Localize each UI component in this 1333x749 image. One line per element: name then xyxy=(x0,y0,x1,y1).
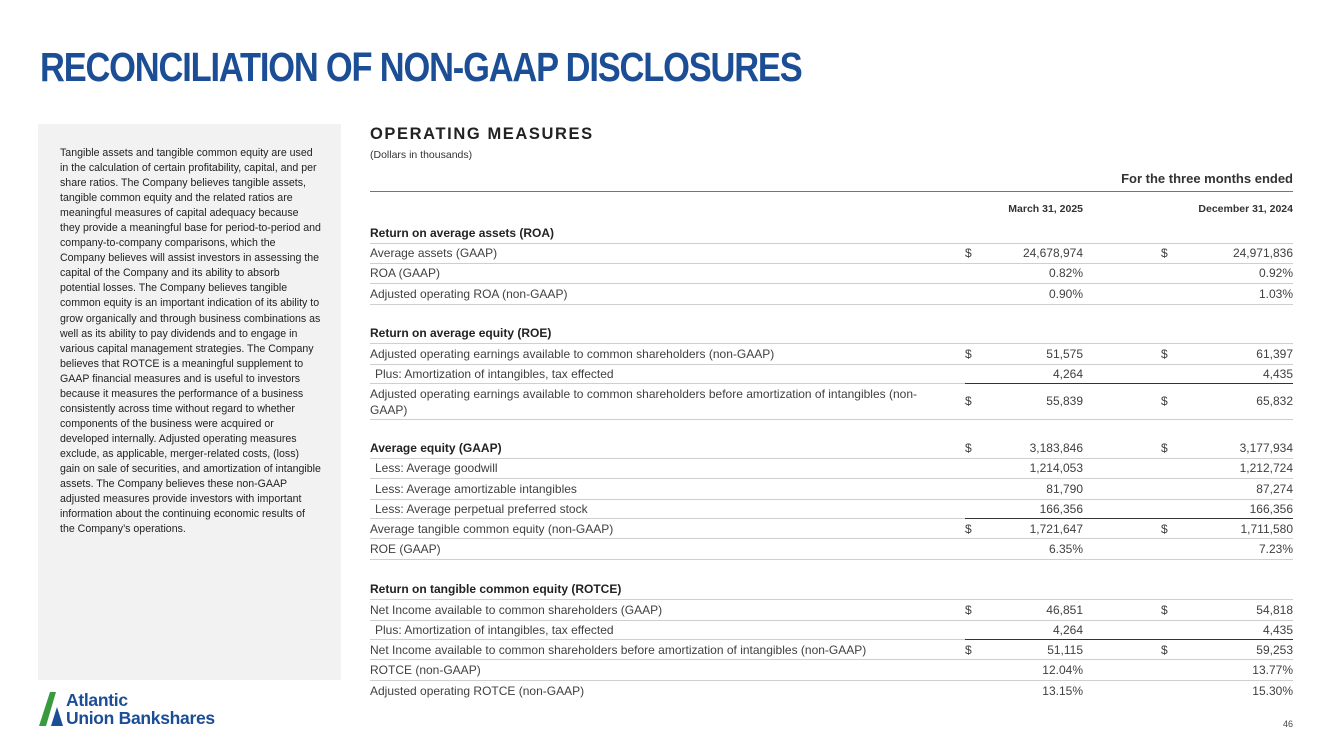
value-dec-2024: 13.77% xyxy=(1252,663,1293,677)
value-dec-2024: 15.30% xyxy=(1252,684,1293,698)
row-divider xyxy=(370,419,1293,420)
value-dec-2024: 1,212,724 xyxy=(1239,461,1293,475)
value-mar-2025: 0.90% xyxy=(1048,287,1083,301)
row-divider xyxy=(370,680,1293,681)
value-dec-2024: 7.23% xyxy=(1258,542,1293,556)
company-logo xyxy=(39,690,279,730)
subtotal-rule xyxy=(965,639,1293,640)
currency-symbol: $ xyxy=(1161,441,1168,455)
row-label: Average equity (GAAP) xyxy=(370,441,502,455)
subtotal-rule xyxy=(965,383,1293,384)
row-divider xyxy=(370,283,1293,284)
row-label: Adjusted operating ROA (non-GAAP) xyxy=(370,287,568,301)
value-mar-2025: 1,214,053 xyxy=(1029,461,1083,475)
currency-symbol: $ xyxy=(965,441,972,455)
row-label: Return on average assets (ROA) xyxy=(370,226,555,240)
value-dec-2024: 87,274 xyxy=(1256,482,1293,496)
currency-symbol: $ xyxy=(1161,522,1168,536)
currency-symbol: $ xyxy=(965,246,972,260)
row-divider xyxy=(370,458,1293,459)
value-dec-2024: 4,435 xyxy=(1262,367,1293,381)
value-mar-2025: 3,183,846 xyxy=(1029,441,1083,455)
sidebar-text: Tangible assets and tangible common equity are used in the calculation of certain profitability, capital, and per share ratios. The Company believes tangible assets, tangible common equity and the related ratios are meaningful measures of capital adequacy because they provide a meaningful base for period-to-period and company-to-company comparisons, which the Company believes will assist investors in assessing the capital of the Company and its ability to absorb potential losses. The Company believes tangible common equity is an important indication of its ability to grow organically and through business combinations as well as its ability to pay dividends and to engage in various capital management strategies. The Company believes that ROTCE is a meaningful supplement to GAAP financial measures and is useful to investors because it measures the performance of a business consistently across time without regard to whether components of the business were acquired or developed internally. Adjusted operating measures exclude, as applicable, merger-related costs, (loss) gain on sale of securities, and amortization of intangible assets. The Company believes these non-GAAP adjusted measures provide investors with important information about the continuing economic results of the Company’s operations. xyxy=(60,147,321,536)
value-mar-2025: 0.82% xyxy=(1048,266,1083,280)
page-number: 46 xyxy=(1282,719,1293,729)
row-label: Adjusted operating earnings available to common shareholders before amortization of intangibles (non-GAAP) xyxy=(370,387,917,417)
value-dec-2024: 166,356 xyxy=(1249,502,1293,516)
row-divider xyxy=(370,304,1293,305)
row-label: Plus: Amortization of intangibles, tax effected xyxy=(375,623,614,637)
logo-text-line1: Atlantic xyxy=(66,690,128,710)
table-row-adjusted-earnings-before-amortization xyxy=(370,386,1293,420)
value-mar-2025: 81,790 xyxy=(1046,482,1083,496)
value-mar-2025: 24,678,974 xyxy=(1022,246,1083,260)
row-label: Return on tangible common equity (ROTCE) xyxy=(370,582,622,596)
header-divider xyxy=(370,191,1293,192)
row-label: Average assets (GAAP) xyxy=(370,246,498,260)
value-dec-2024: 1,711,580 xyxy=(1240,522,1293,536)
subtotal-rule xyxy=(965,518,1293,519)
row-label: Adjusted operating ROTCE (non-GAAP) xyxy=(370,684,585,698)
currency-symbol: $ xyxy=(1161,603,1168,617)
currency-symbol: $ xyxy=(965,522,972,536)
units-subtitle: (Dollars in thousands) xyxy=(370,149,473,161)
column-header-dec-2024: December 31, 2024 xyxy=(1198,203,1293,215)
currency-symbol: $ xyxy=(965,603,972,617)
logo-mark-icon xyxy=(39,692,65,726)
currency-symbol: $ xyxy=(1161,643,1168,657)
row-divider xyxy=(370,559,1293,560)
value-dec-2024: 24,971,836 xyxy=(1232,246,1293,260)
currency-symbol: $ xyxy=(1161,347,1168,361)
row-divider xyxy=(370,364,1293,365)
value-mar-2025: 51,115 xyxy=(1047,643,1083,657)
logo-text-line2: Union Bankshares xyxy=(66,708,215,728)
row-divider xyxy=(370,478,1293,479)
page-title: RECONCILIATION OF NON-GAAP DISCLOSURES xyxy=(40,44,802,90)
value-mar-2025: 46,851 xyxy=(1046,603,1083,617)
row-divider xyxy=(370,243,1293,244)
row-label: Net Income available to common shareholders before amortization of intangibles (non-GAAP) xyxy=(370,643,867,657)
section-title: OPERATING MEASURES xyxy=(370,125,594,143)
value-mar-2025: 4,264 xyxy=(1052,623,1083,637)
value-dec-2024: 61,397 xyxy=(1256,347,1293,361)
row-label: Plus: Amortization of intangibles, tax effected xyxy=(375,367,614,381)
currency-symbol: $ xyxy=(965,643,972,657)
row-label: Return on average equity (ROE) xyxy=(370,326,552,340)
row-divider xyxy=(370,343,1293,344)
value-mar-2025: 6.35% xyxy=(1048,542,1083,556)
row-label: Less: Average goodwill xyxy=(375,461,498,475)
value-mar-2025: 166,356 xyxy=(1039,502,1083,516)
row-divider xyxy=(370,538,1293,539)
row-divider xyxy=(370,499,1293,500)
value-mar-2025: 4,264 xyxy=(1052,367,1083,381)
value-dec-2024: 59,253 xyxy=(1256,643,1293,657)
row-label: ROE (GAAP) xyxy=(370,542,441,556)
value-mar-2025: 13.15% xyxy=(1042,684,1083,698)
row-label: Net Income available to common shareholders (GAAP) xyxy=(370,603,663,617)
currency-symbol: $ xyxy=(1161,246,1168,260)
value-dec-2024: 4,435 xyxy=(1262,623,1293,637)
value-mar-2025: 55,839 xyxy=(1046,394,1083,408)
period-header: For the three months ended xyxy=(1121,171,1293,186)
row-label: Less: Average amortizable intangibles xyxy=(375,482,577,496)
currency-symbol: $ xyxy=(965,394,972,408)
row-divider xyxy=(370,599,1293,600)
row-label: Adjusted operating earnings available to common shareholders (non-GAAP) xyxy=(370,347,775,361)
currency-symbol: $ xyxy=(1161,394,1168,408)
value-dec-2024: 3,177,934 xyxy=(1239,441,1293,455)
currency-symbol: $ xyxy=(965,347,972,361)
row-divider xyxy=(370,620,1293,621)
value-mar-2025: 12.04% xyxy=(1042,663,1083,677)
row-label: ROTCE (non-GAAP) xyxy=(370,663,481,677)
value-dec-2024: 65,832 xyxy=(1256,394,1293,408)
value-mar-2025: 1,721,647 xyxy=(1029,522,1083,536)
sidebar-panel xyxy=(38,124,341,680)
column-header-mar-2025: March 31, 2025 xyxy=(1008,203,1083,215)
value-dec-2024: 54,818 xyxy=(1256,603,1293,617)
row-label: Less: Average perpetual preferred stock xyxy=(375,502,588,516)
row-divider xyxy=(370,263,1293,264)
value-mar-2025: 51,575 xyxy=(1046,347,1083,361)
row-label: Average tangible common equity (non-GAAP) xyxy=(370,522,614,536)
value-dec-2024: 1.03% xyxy=(1258,287,1293,301)
row-label: ROA (GAAP) xyxy=(370,266,441,280)
row-divider xyxy=(370,659,1293,660)
value-dec-2024: 0.92% xyxy=(1258,266,1293,280)
